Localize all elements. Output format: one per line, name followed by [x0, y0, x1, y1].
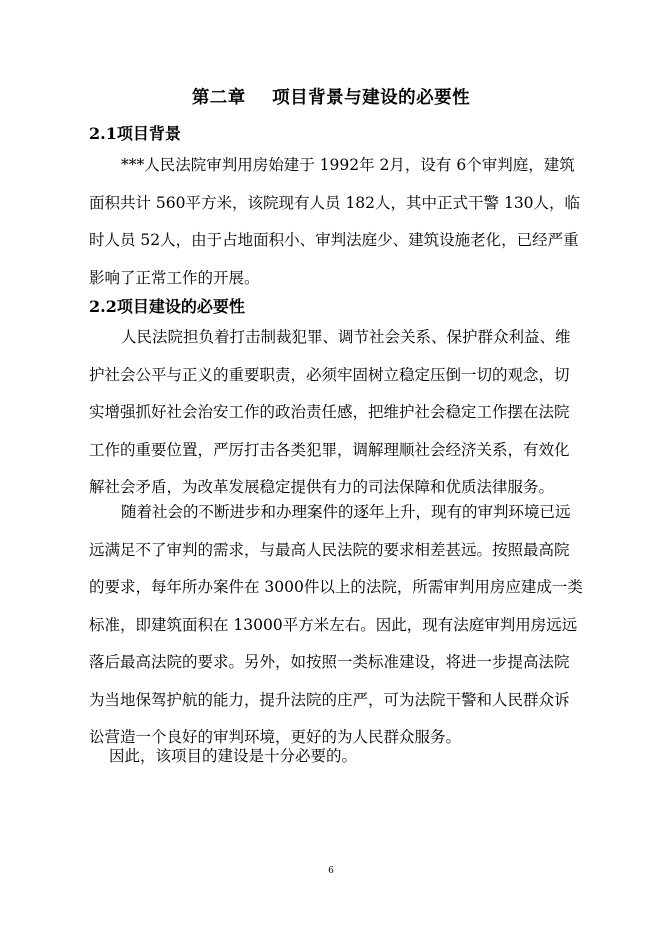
- paragraph-line: 护社会公平与正义的重要职责，必须牢固树立稳定压倒一切的观念，切: [89, 365, 570, 384]
- paragraph-line: 远满足不了审判的需求，与最高人民法院的要求相差甚远。按照最高院: [89, 540, 570, 559]
- paragraph-line: 随着社会的不断进步和办理案件的逐年上升，现有的审判环境已远: [121, 503, 571, 521]
- paragraph-line: 的要求，每年所办案件在 3000件以上的法院，所需审判用房应建成一类: [89, 578, 583, 596]
- section-heading-necessity: 2.2项目建设的必要性: [89, 297, 245, 316]
- paragraph-line: 工作的重要位置，严厉打击各类犯罪，调解理顺社会经济关系，有效化: [89, 440, 570, 459]
- paragraph-line: 解社会矛盾，为改革发展稳定提供有力的司法保障和优质法律服务。: [89, 478, 555, 496]
- paragraph-conclusion: [89, 738, 579, 776]
- paragraph-line: 时人员 52人，由于占地面积小、审判法庭少、建筑设施老化，已经严重: [89, 231, 579, 249]
- paragraph-line: 标准，即建筑面积在 13000平方米左右。因此，现有法庭审判用房远远: [89, 615, 578, 634]
- paragraph-line: 面积共计 560平方米，该院现有人员 182人，其中正式干警 130人，临: [89, 193, 581, 212]
- paragraph-line: 讼营造一个良好的审判环境，更好的为人民群众服务。: [89, 728, 462, 746]
- paragraph-line: ***人民法院审判用房始建于 1992年 2月，设有 6个审判庭，建筑: [121, 156, 575, 174]
- chapter-title: 第二章 项目背景与建设的必要性: [191, 88, 471, 108]
- paragraph-line: 影响了正常工作的开展。: [89, 268, 260, 287]
- page-number: 6: [328, 866, 334, 876]
- paragraph-line: 落后最高法院的要求。另外，如按照一类标准建设，将进一步提高法院: [89, 653, 570, 671]
- section-heading-project-background: 2.1项目背景: [89, 124, 181, 143]
- paragraph-line: 为当地保驾护航的能力，提升法院的庄严，可为法院干警和人民群众诉: [89, 690, 570, 709]
- paragraph-line: 因此，该项目的建设是十分必要的。: [109, 747, 358, 765]
- paragraph-line: 实增强抓好社会治安工作的政治责任感，把维护社会稳定工作摆在法院: [89, 403, 570, 421]
- paragraph-trial-environment: [89, 494, 583, 757]
- paragraph-project-background: [89, 147, 579, 297]
- paragraph-court-duties: [89, 319, 579, 507]
- paragraph-line: 人民法院担负着打击制裁犯罪、调节社会关系、保护群众利益、维: [121, 328, 571, 346]
